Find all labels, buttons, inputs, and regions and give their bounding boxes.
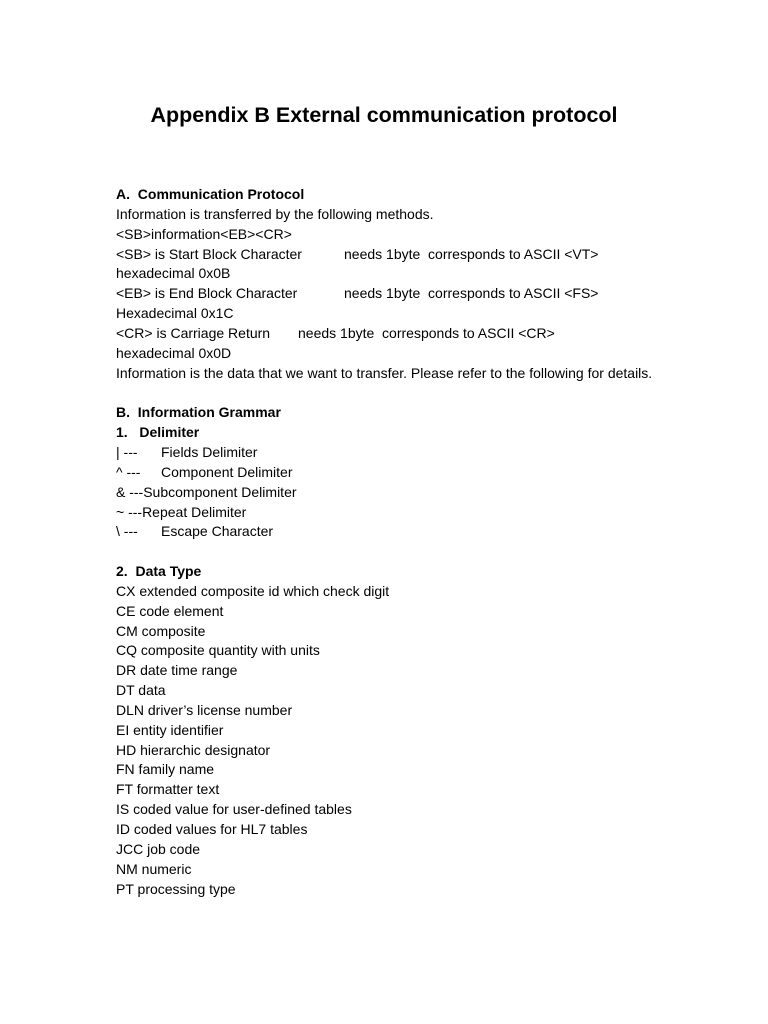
list-item: PT processing type xyxy=(116,880,236,897)
list-item: FT formatter text xyxy=(116,781,220,798)
sb-label: <SB> is Start Block Character xyxy=(116,245,302,262)
delimiter-symbol: ^ --- xyxy=(116,463,141,480)
sb-definition xyxy=(116,245,656,265)
delimiter-list xyxy=(116,443,656,542)
cr-definition xyxy=(116,324,656,344)
list-item: FN family name xyxy=(116,761,215,778)
delimiter-item xyxy=(116,503,656,523)
eb-label: <EB> is End Block Character xyxy=(116,285,298,302)
delimiter-symbol: ~ --- xyxy=(116,503,143,520)
delimiter-desc: Component Delimiter xyxy=(161,463,293,480)
delimiter-heading: 1. Delimiter xyxy=(116,424,200,441)
cr-label: <CR> is Carriage Return xyxy=(116,324,271,341)
list-item: CX extended composite id which check digit xyxy=(116,582,390,599)
section-a-intro: Information is transferred by the following methods. xyxy=(116,205,434,222)
sb-size: needs 1byte corresponds to ASCII <VT> xyxy=(344,245,599,262)
delimiter-desc: Fields Delimiter xyxy=(161,443,258,460)
list-item: DLN driver’s license number xyxy=(116,701,293,718)
eb-definition xyxy=(116,284,656,304)
list-item: CQ composite quantity with units xyxy=(116,642,320,659)
cr-size: needs 1byte corresponds to ASCII <CR> xyxy=(298,324,555,341)
list-item: IS coded value for user-defined tables xyxy=(116,801,352,818)
delimiter-item xyxy=(116,483,656,503)
list-item: DT data xyxy=(116,682,166,699)
data-type-heading: 2. Data Type xyxy=(116,563,202,580)
list-item: EI entity identifier xyxy=(116,721,224,738)
delimiter-symbol: & --- xyxy=(116,483,144,500)
delimiter-symbol: | --- xyxy=(116,443,138,460)
delimiter-item xyxy=(116,522,656,542)
delimiter-desc: Repeat Delimiter xyxy=(142,503,247,520)
document-body xyxy=(116,185,656,899)
page-title: Appendix B External communication protocol xyxy=(150,103,618,127)
list-item: NM numeric xyxy=(116,860,192,877)
data-type-list xyxy=(116,582,656,900)
delimiter-desc: Subcomponent Delimiter xyxy=(143,483,297,500)
list-item: CM composite xyxy=(116,622,206,639)
message-format: <SB>information<EB><CR> xyxy=(116,225,292,242)
delimiter-item xyxy=(116,463,656,483)
spacer xyxy=(116,383,656,403)
list-item: HD hierarchic designator xyxy=(116,741,271,758)
section-a-heading: A. Communication Protocol xyxy=(116,186,305,202)
delimiter-symbol: \ --- xyxy=(116,523,138,540)
sb-hex: hexadecimal 0x0B xyxy=(116,265,231,282)
list-item: JCC job code xyxy=(116,840,201,857)
list-item: CE code element xyxy=(116,602,224,619)
list-item: DR date time range xyxy=(116,662,238,679)
cr-hex: hexadecimal 0x0D xyxy=(116,344,232,361)
delimiter-item xyxy=(116,443,656,463)
section-a-note: Information is the data that we want to transfer. Please refer to the following for details. xyxy=(116,364,653,381)
spacer xyxy=(116,542,656,562)
section-b-heading: B. Information Grammar xyxy=(116,404,281,421)
list-item: ID coded values for HL7 tables xyxy=(116,821,308,837)
delimiter-desc: Escape Character xyxy=(161,523,274,540)
eb-size: needs 1byte corresponds to ASCII <FS> xyxy=(344,285,599,302)
eb-hex: Hexadecimal 0x1C xyxy=(116,305,234,322)
